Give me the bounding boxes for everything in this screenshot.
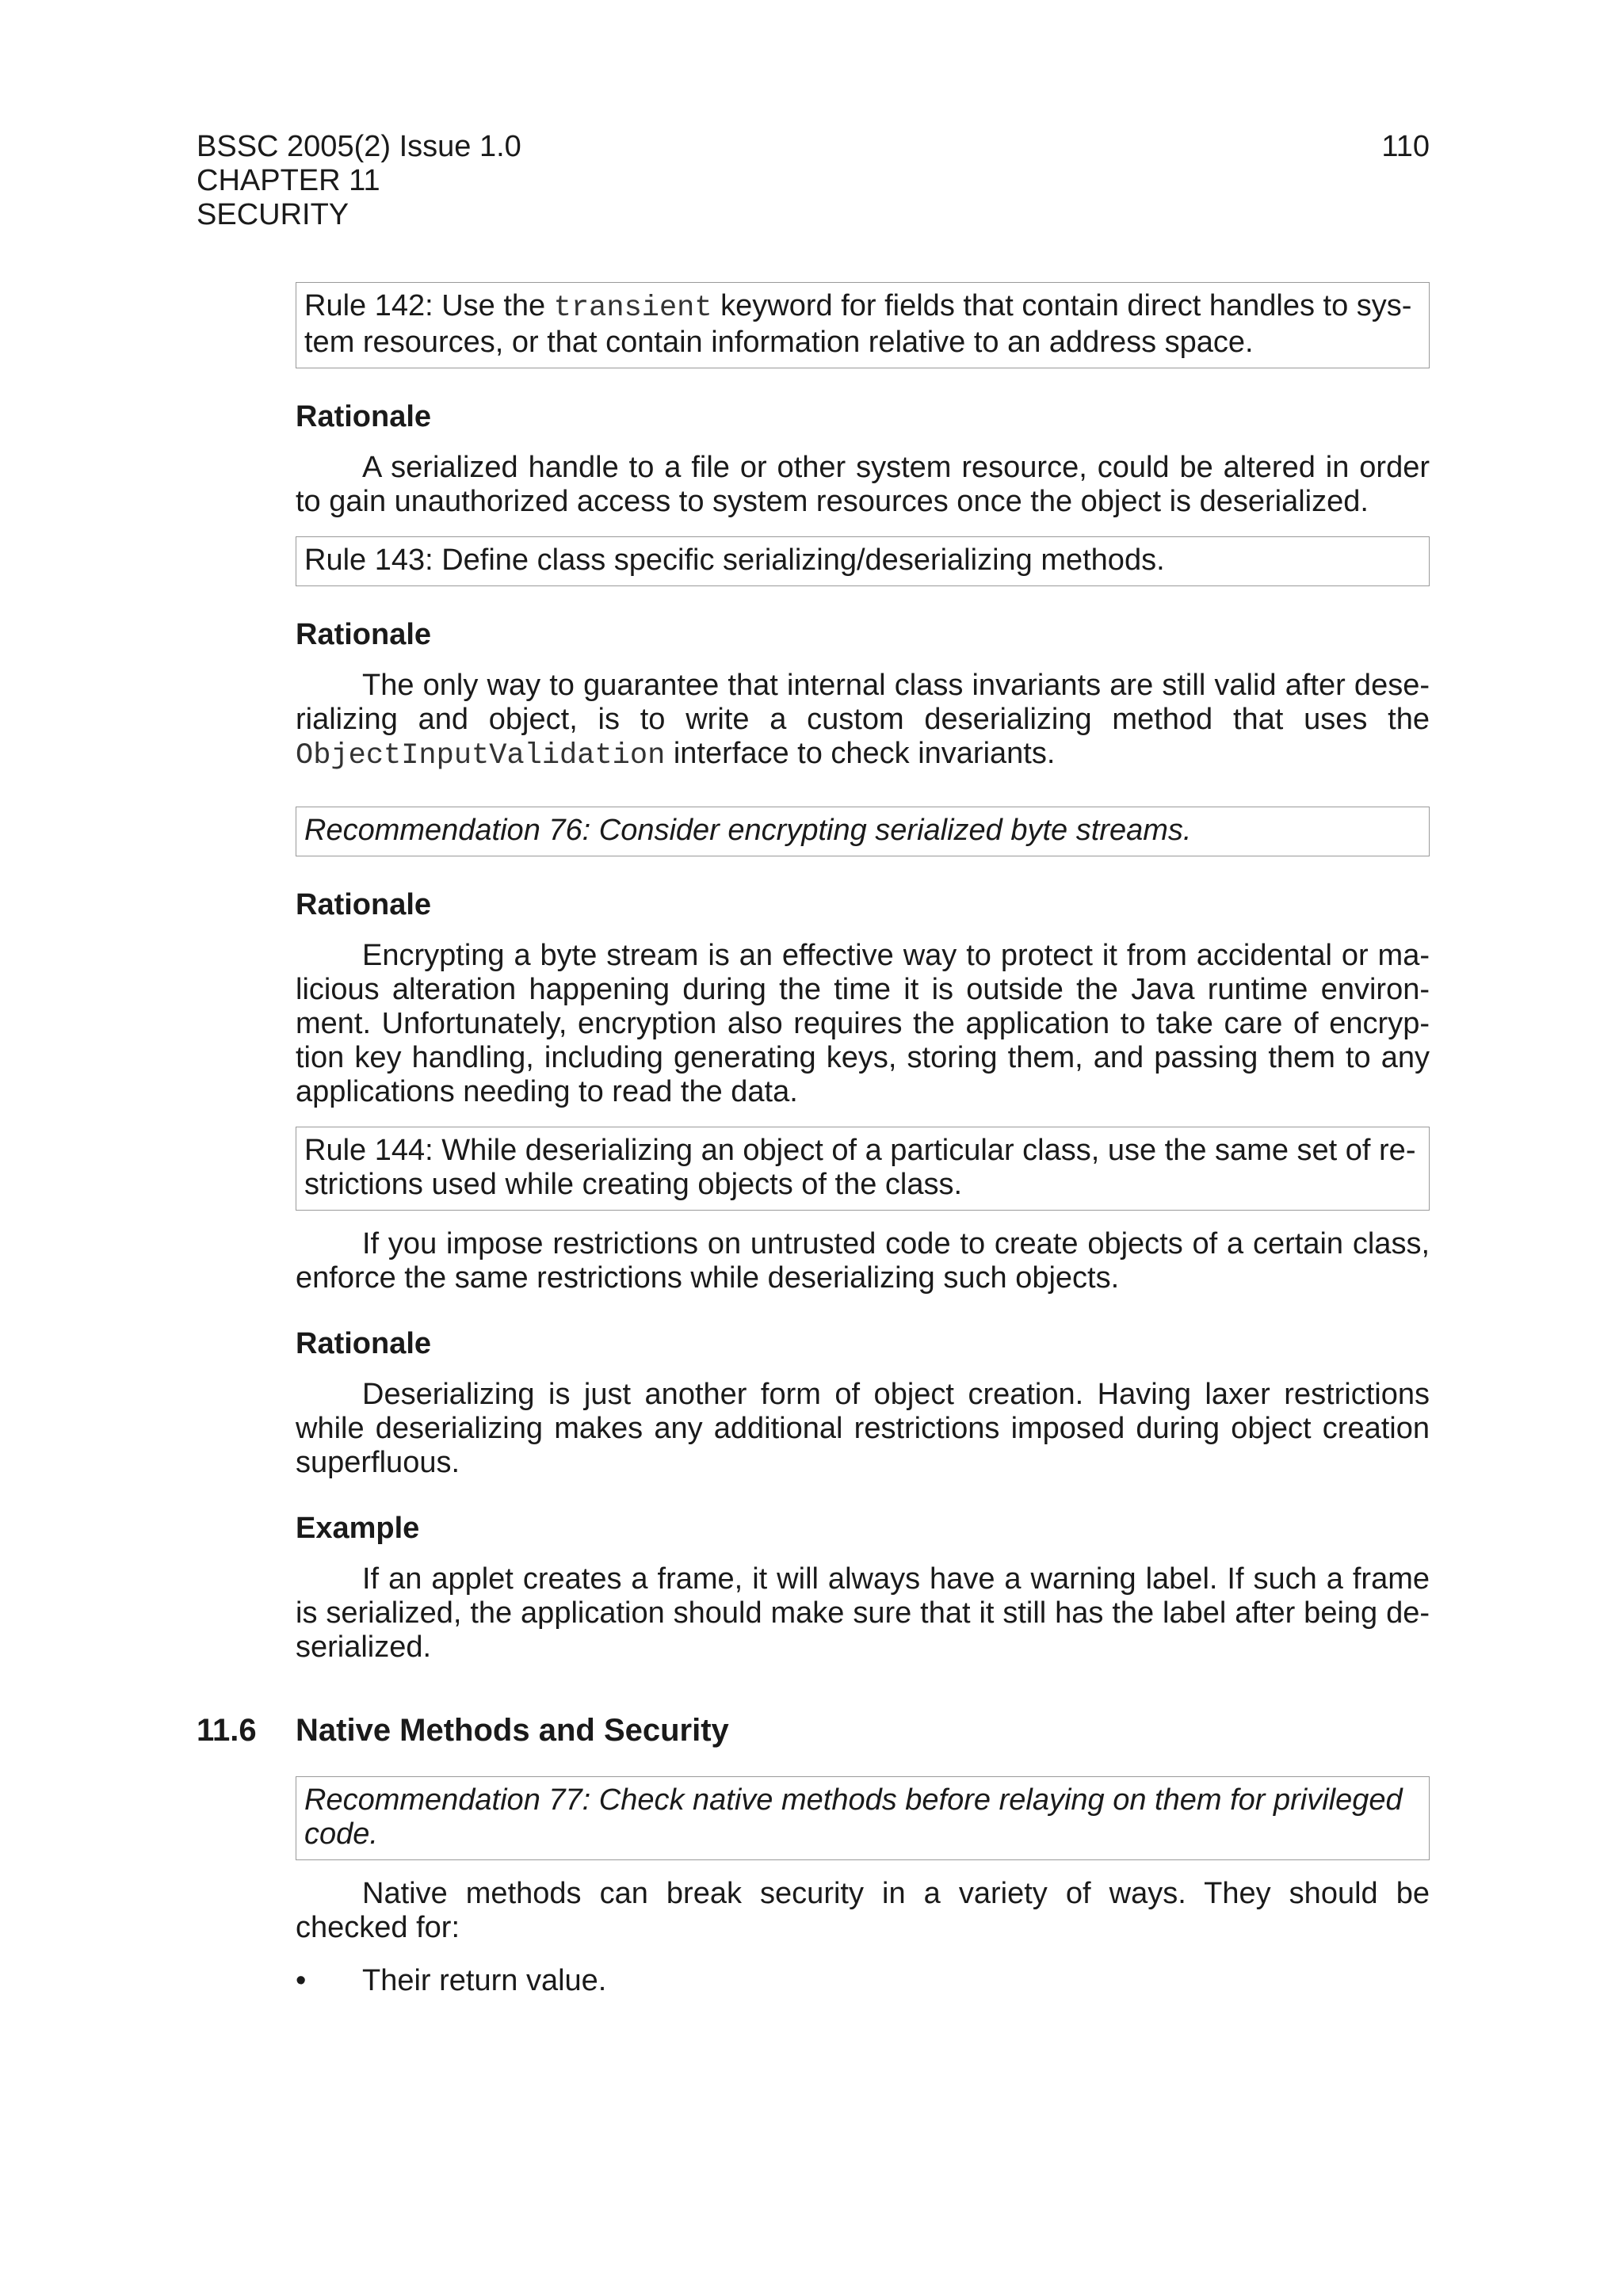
bullet-icon: • bbox=[296, 1964, 307, 1997]
rule-144-box: Rule 144: While deserializing an object of a particular class, use the same set of re-strictions used while creating objects of the class. bbox=[296, 1127, 1430, 1211]
rule-142-box bbox=[296, 282, 1430, 368]
page-header bbox=[197, 130, 1430, 232]
rationale-paragraph bbox=[296, 669, 1430, 773]
example-paragraph: If an applet creates a frame, it will always have a warning label. If such a frame is serialized, the application should make sure that it still has the label after being de-serialized. bbox=[296, 1562, 1430, 1664]
rationale-heading: Rationale bbox=[296, 1327, 432, 1360]
rationale-paragraph: Deserializing is just another form of object creation. Having laxer restrictions while deserializing makes any additional restrictions imposed during object creation superfluous. bbox=[296, 1378, 1430, 1479]
rationale-heading: Rationale bbox=[296, 400, 432, 433]
header-chapter: CHAPTER 11 bbox=[197, 164, 380, 197]
header-document-id: BSSC 2005(2) Issue 1.0 bbox=[197, 130, 521, 163]
recommendation-77-box: Recommendation 77: Check native methods before relaying on them for privileged code. bbox=[296, 1776, 1430, 1860]
recommendation-76-box: Recommendation 76: Consider encrypting serialized byte streams. bbox=[296, 807, 1430, 856]
rule-143-box: Rule 143: Define class specific serializing/deserializing methods. bbox=[296, 536, 1430, 586]
rationale-paragraph: A serialized handle to a file or other system resource, could be altered in order to gain unauthorized access to system resources once the object is deserialized. bbox=[296, 451, 1430, 518]
page-content bbox=[197, 282, 1430, 1998]
body-paragraph: If you impose restrictions on untrusted code to create objects of a certain class, enforce the same restrictions while deserializing such objects. bbox=[296, 1227, 1430, 1295]
section-number: 11.6 bbox=[197, 1713, 257, 1748]
section-heading bbox=[197, 1713, 1430, 1748]
rationale-text: interface to check invariants. bbox=[665, 737, 1056, 770]
rationale-heading: Rationale bbox=[296, 618, 432, 651]
rationale-paragraph: Encrypting a byte stream is an effective way to protect it from accidental or ma-licious alteration happening during the time it is outside the Java runtime environ-ment. Unfortunately, encryption also requires the application to take care of encryp-tion key handling, including generating keys, storing them, and passing them to any applications needing to read the data. bbox=[296, 939, 1430, 1108]
rationale-code: ObjectInputValidation bbox=[296, 739, 666, 772]
example-heading: Example bbox=[296, 1512, 420, 1545]
list-item bbox=[296, 1964, 1430, 1998]
rule-142-suffix: keyword for fields that contain direct handles to sys-tem resources, or that contain information relative to an address space. bbox=[304, 289, 1412, 359]
body-paragraph: Native methods can break security in a variety of ways. They should be checked for: bbox=[296, 1877, 1430, 1944]
rule-142-prefix: Rule 142: Use the bbox=[304, 289, 554, 322]
rationale-heading: Rationale bbox=[296, 888, 432, 921]
list-item-text: Their return value. bbox=[362, 1964, 607, 1997]
rationale-text: The only way to guarantee that internal class invariants are still valid after dese-rializing and object, is to write a custom deserializing method that uses the bbox=[296, 669, 1430, 736]
section-title: Native Methods and Security bbox=[296, 1713, 729, 1748]
page-number: 110 bbox=[1381, 130, 1430, 163]
rule-142-code: transient bbox=[553, 292, 712, 325]
header-chapter-title: SECURITY bbox=[197, 198, 349, 231]
